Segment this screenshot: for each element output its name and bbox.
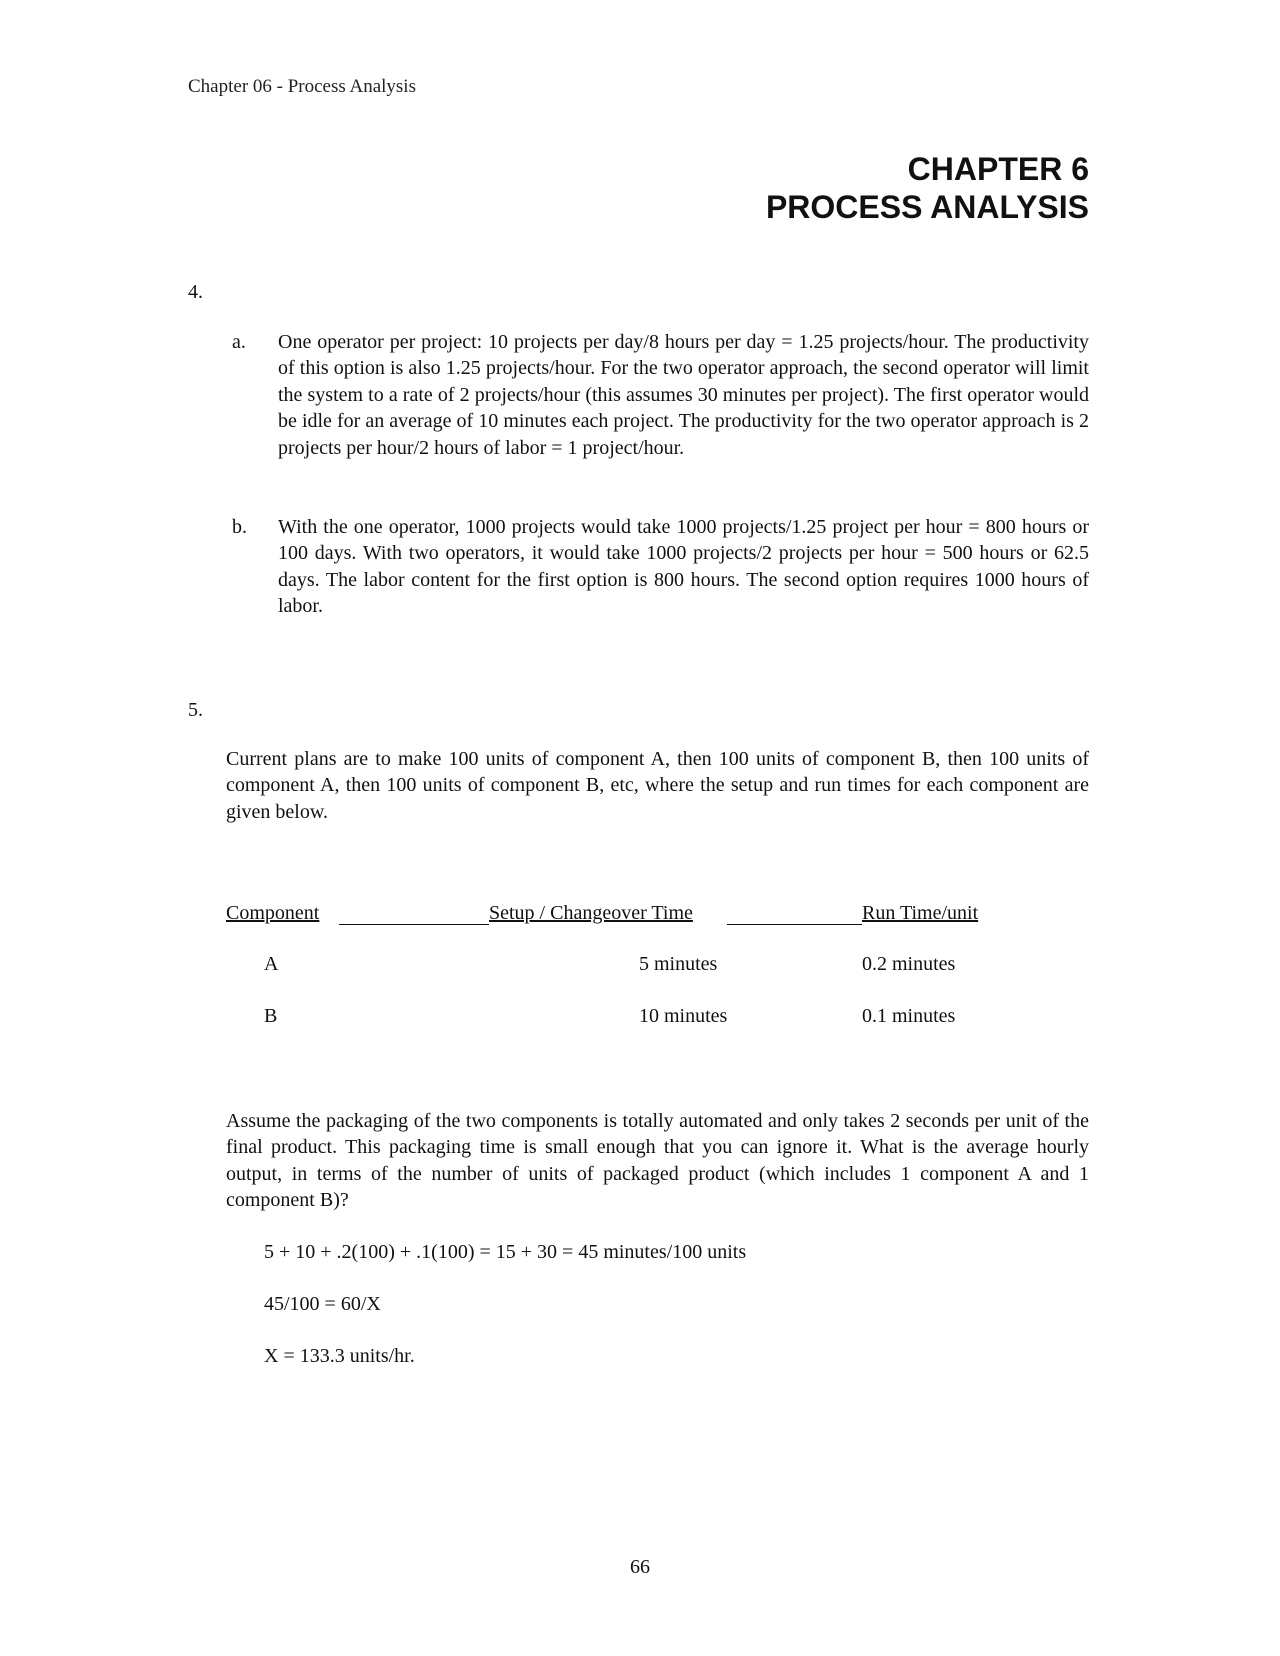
part-a-text: One operator per project: 10 projects per day/8 hours per day = 1.25 projects/hour. The productivity of this option is also 1.25 projects/hour. For the two operator approach, the second operator will limit the system to a rate of 2 projects/hour (this assumes 30 minutes per project). The first operator would be idle for an average of 10 minutes each project. The productivity for the two operator approach is 2 projects per hour/2 hours of labor = 1 project/hour. (278, 331, 1089, 459)
question-4b (232, 514, 1089, 620)
page-number: 66 (630, 1556, 650, 1578)
part-letter-b: b. (232, 516, 247, 538)
question-5-number: 5. (188, 699, 203, 721)
cell-setup-time: 10 minutes (639, 1005, 728, 1027)
chapter-title-line1: CHAPTER 6 (907, 151, 1089, 187)
chapter-title-line2: PROCESS ANALYSIS (765, 189, 1089, 225)
table-row (226, 953, 1001, 979)
question-4-number: 4. (188, 281, 203, 303)
cell-component: B (264, 1005, 278, 1027)
part-b-text: With the one operator, 1000 projects would take 1000 projects/1.25 project per hour = 800 hours or 100 days. With two operators, it would take 1000 projects/2 projects per hour = 500 hours or 62.5 days. The labor content for the first option is 800 hours. The second option requires 1000 hours of labor. (278, 516, 1089, 618)
table-row (226, 1005, 1001, 1031)
part-letter-a: a. (232, 331, 246, 353)
cell-setup-time: 5 minutes (639, 953, 718, 975)
header-rule-1 (339, 924, 489, 925)
calculation-line-2: 45/100 = 60/X (264, 1293, 381, 1315)
running-header: Chapter 06 - Process Analysis (188, 76, 416, 97)
cell-run-time: 0.1 minutes (862, 1005, 956, 1027)
cell-run-time: 0.2 minutes (862, 953, 956, 975)
table-header-row (226, 902, 1001, 928)
header-run-time: Run Time/unit (862, 902, 979, 924)
calculation-line-3: X = 133.3 units/hr. (264, 1345, 415, 1367)
header-setup-time: Setup / Changeover Time (489, 902, 693, 924)
chapter-title (766, 150, 1089, 226)
question-5-intro: Current plans are to make 100 units of component A, then 100 units of component B, then 100 units of component A, then 100 units of component B, etc, where the setup and run times for each component are given below. (226, 748, 1089, 823)
header-component: Component (226, 902, 320, 924)
cell-component: A (264, 953, 279, 975)
question-5-text: Assume the packaging of the two components is totally automated and only takes 2 seconds per unit of the final product. This packaging time is small enough that you can ignore it. What is the average hourly output, in terms of the number of units of packaged product (which includes 1 component A and 1 component B)? (226, 1110, 1089, 1212)
header-rule-2 (727, 924, 862, 925)
calculation-line-1: 5 + 10 + .2(100) + .1(100) = 15 + 30 = 45 minutes/100 units (264, 1241, 747, 1263)
question-4a (232, 329, 1089, 461)
